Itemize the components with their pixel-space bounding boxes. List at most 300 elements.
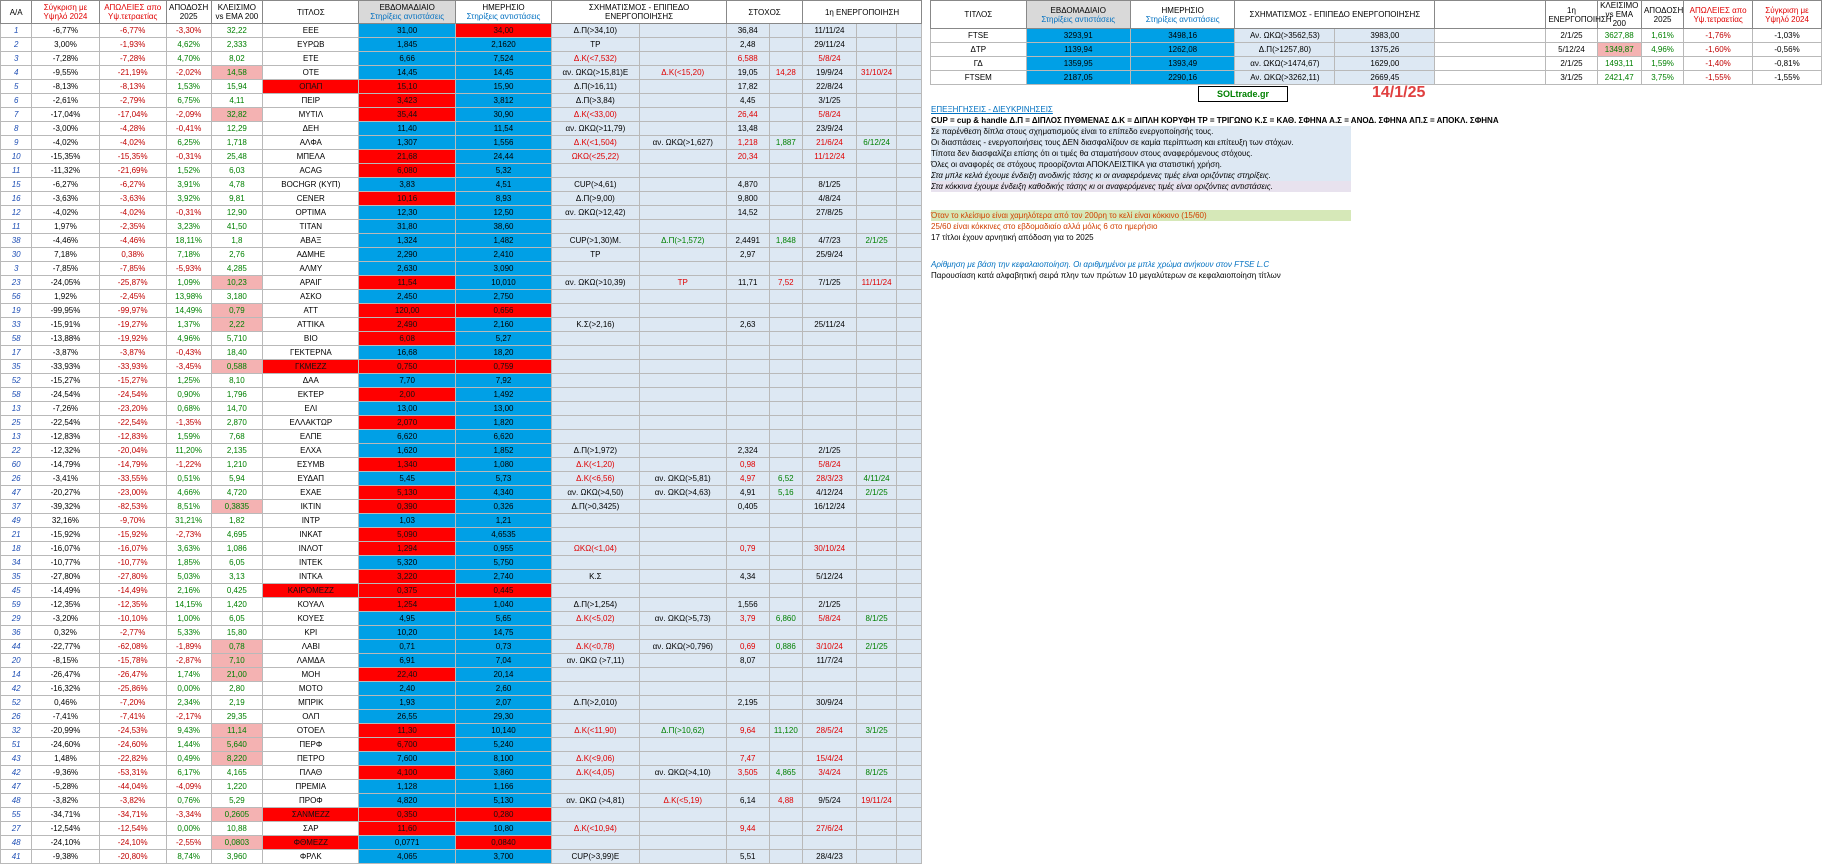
notes-heading: ΕΠΕΞΗΓΗΣΕΙΣ - ΔΙΕΥΚΡΙΝΗΣΕΙΣ	[931, 105, 1053, 114]
cell-target-1: 2,97	[726, 248, 769, 262]
cell-daily: 2,750	[455, 290, 551, 304]
idx-cell-compare-high: -0,56%	[1753, 43, 1822, 57]
cell-pattern-1: Δ.Κ(<33,00)	[552, 108, 639, 122]
cell-title: ΕΥΡΩΒ	[263, 38, 359, 52]
cell-pattern-2: Δ.Κ(<15,20)	[639, 66, 726, 80]
cell-weekly: 1,294	[359, 542, 455, 556]
cell-losses: 0,38%	[99, 248, 166, 262]
cell-pattern-1: αν. ΩΚΩ (>7,11)	[552, 654, 639, 668]
cell-activation-2	[856, 570, 896, 584]
cell-ytd: 3,23%	[166, 220, 211, 234]
cell-compare-high: -16,32%	[32, 682, 99, 696]
cell-weekly: 31,00	[359, 24, 455, 38]
table-row	[1, 668, 922, 682]
cell-compare-high: -24,60%	[32, 738, 99, 752]
note-red-cells: Στα κόκκινα έχουμε ένδειξη καθοδικής τάσης κι οι αναφερόμενες τιμές είναι οριζόντιες αντιστάσεις.	[931, 181, 1351, 192]
cell-compare-high: -5,28%	[32, 780, 99, 794]
cell-pattern-2	[639, 570, 726, 584]
cell-spacer	[897, 66, 922, 80]
cell-compare-high: -22,77%	[32, 640, 99, 654]
cell-aa: 15	[1, 178, 32, 192]
cell-target-2	[769, 570, 803, 584]
cell-activation-2	[856, 430, 896, 444]
cell-target-1: 4,91	[726, 486, 769, 500]
cell-losses: -19,27%	[99, 318, 166, 332]
cell-target-1	[726, 514, 769, 528]
cell-compare-high: -3,63%	[32, 192, 99, 206]
cell-weekly: 0,350	[359, 808, 455, 822]
cell-target-2: 7,52	[769, 276, 803, 290]
cell-ytd: 1,09%	[166, 276, 211, 290]
cell-activation-2	[856, 738, 896, 752]
cell-daily: 30,90	[455, 108, 551, 122]
cell-daily: 0,280	[455, 808, 551, 822]
idx-cell-target: 3983,00	[1335, 29, 1435, 43]
cell-ytd: 1,85%	[166, 556, 211, 570]
cell-title: CENER	[263, 192, 359, 206]
cell-weekly: 2,450	[359, 290, 455, 304]
cell-pattern-1: CUP(>1,30)Μ.	[552, 234, 639, 248]
cell-activation-1	[803, 388, 857, 402]
cell-pattern-2	[639, 542, 726, 556]
cell-aa: 58	[1, 332, 32, 346]
table-row	[1, 430, 922, 444]
cell-weekly: 11,30	[359, 724, 455, 738]
cell-target-2	[769, 430, 803, 444]
cell-daily: 1,21	[455, 514, 551, 528]
idx-cell-weekly: 2187,05	[1026, 71, 1130, 85]
cell-losses: -12,35%	[99, 598, 166, 612]
cell-losses: -15,35%	[99, 150, 166, 164]
table-row	[1, 332, 922, 346]
notes-abbrev: CUP = cup & handle Δ.Π = ΔΙΠΛΟΣ ΠΥΘΜΕΝΑΣ Δ.Κ = ΔΙΠΛΗ ΚΟΡΥΦΗ TP = ΤΡΙΓΩΝΟ Κ.Σ = ΚΑΘ. ΣΦΗΝΑ Α.Σ = ΑΝΟΔ. ΣΦΗΝΑ ΑΠ.Σ = ΑΠΟΚΛ. ΣΦΗΝΑ	[931, 116, 1499, 125]
cell-weekly: 2,00	[359, 388, 455, 402]
cell-activation-2	[856, 500, 896, 514]
cell-pattern-2	[639, 808, 726, 822]
cell-activation-2	[856, 850, 896, 864]
cell-activation-1	[803, 738, 857, 752]
table-row	[1, 724, 922, 738]
cell-target-1: 6,588	[726, 52, 769, 66]
cell-pattern-1: CUP(>3,99)Ε	[552, 850, 639, 864]
cell-daily: 2,410	[455, 248, 551, 262]
cell-ytd: -2,55%	[166, 836, 211, 850]
table-row	[1, 752, 922, 766]
cell-ytd: 6,25%	[166, 136, 211, 150]
cell-close: 0,78	[211, 640, 263, 654]
cell-weekly: 6,08	[359, 332, 455, 346]
cell-pattern-2	[639, 416, 726, 430]
cell-target-2: 11,120	[769, 724, 803, 738]
cell-pattern-2: TP	[639, 276, 726, 290]
cell-target-1: 0,79	[726, 542, 769, 556]
cell-target-2	[769, 528, 803, 542]
table-row	[1, 136, 922, 150]
cell-losses: -2,35%	[99, 220, 166, 234]
cell-activation-2	[856, 206, 896, 220]
cell-losses: -6,27%	[99, 178, 166, 192]
cell-compare-high: -3,82%	[32, 794, 99, 808]
idx-header-title: ΤΙΤΛΟΣ	[931, 1, 1027, 29]
cell-weekly: 6,080	[359, 164, 455, 178]
cell-compare-high: -20,27%	[32, 486, 99, 500]
cell-target-2: 1,848	[769, 234, 803, 248]
cell-compare-high: -9,36%	[32, 766, 99, 780]
cell-weekly: 6,66	[359, 52, 455, 66]
cell-losses: -9,70%	[99, 514, 166, 528]
cell-aa: 13	[1, 402, 32, 416]
cell-activation-2	[856, 668, 896, 682]
cell-target-1	[726, 626, 769, 640]
cell-target-2: 0,886	[769, 640, 803, 654]
cell-pattern-2	[639, 458, 726, 472]
cell-title: ΠΛΑΘ	[263, 766, 359, 780]
table-row	[1, 262, 922, 276]
cell-activation-1	[803, 346, 857, 360]
table-row	[1, 640, 922, 654]
cell-title: ΟΠΑΠ	[263, 80, 359, 94]
cell-spacer	[897, 850, 922, 864]
cell-aa: 16	[1, 192, 32, 206]
cell-weekly: 14,45	[359, 66, 455, 80]
cell-compare-high: -3,20%	[32, 612, 99, 626]
table-row	[1, 696, 922, 710]
cell-ytd: 18,11%	[166, 234, 211, 248]
cell-compare-high: -9,38%	[32, 850, 99, 864]
note-line: Σε παρένθεση δίπλα στους σχηματισμούς είναι το επίπεδο ενεργοποίησής τους.	[931, 126, 1351, 137]
cell-daily: 13,00	[455, 402, 551, 416]
cell-ytd: 8,51%	[166, 500, 211, 514]
cell-weekly: 0,71	[359, 640, 455, 654]
col-header-activation: 1η ΕΝΕΡΓΟΠΟΙΗΣΗ	[803, 1, 922, 24]
cell-pattern-1: Δ.Κ(<4,05)	[552, 766, 639, 780]
cell-daily: 0,326	[455, 500, 551, 514]
cell-pattern-1	[552, 430, 639, 444]
cell-spacer	[897, 416, 922, 430]
cell-target-1: 8,07	[726, 654, 769, 668]
idx-header-losses: ΑΠΩΛΕΙΕΣ απο Υψ.τετραετίας	[1684, 1, 1753, 29]
cell-pattern-1	[552, 332, 639, 346]
cell-weekly: 1,254	[359, 598, 455, 612]
cell-activation-2	[856, 654, 896, 668]
cell-daily: 24,44	[455, 150, 551, 164]
cell-losses: -26,47%	[99, 668, 166, 682]
cell-target-1	[726, 584, 769, 598]
cell-title: ACAG	[263, 164, 359, 178]
cell-target-1	[726, 780, 769, 794]
table-row	[1, 682, 922, 696]
cell-close: 0,2605	[211, 808, 263, 822]
cell-aa: 7	[1, 108, 32, 122]
cell-activation-2	[856, 780, 896, 794]
cell-target-1: 2,48	[726, 38, 769, 52]
cell-target-2	[769, 38, 803, 52]
cell-target-1: 11,71	[726, 276, 769, 290]
cell-pattern-2	[639, 318, 726, 332]
cell-compare-high: -6,27%	[32, 178, 99, 192]
cell-close: 2,333	[211, 38, 263, 52]
cell-daily: 7,04	[455, 654, 551, 668]
cell-weekly: 26,55	[359, 710, 455, 724]
cell-target-1: 2,4491	[726, 234, 769, 248]
cell-target-1	[726, 374, 769, 388]
cell-spacer	[897, 570, 922, 584]
cell-target-1: 9,800	[726, 192, 769, 206]
cell-activation-1	[803, 402, 857, 416]
cell-daily: 3,090	[455, 262, 551, 276]
cell-close: 10,23	[211, 276, 263, 290]
cell-target-2	[769, 206, 803, 220]
cell-losses: -17,04%	[99, 108, 166, 122]
cell-aa: 6	[1, 94, 32, 108]
cell-pattern-2	[639, 780, 726, 794]
note-numbering: Αρίθμηση με βάση την κεφαλαιοποίηση. Οι αριθμημένοι με μπλε χρώμα ανήκουν στον FTSE L.C	[931, 260, 1270, 269]
cell-weekly: 0,750	[359, 360, 455, 374]
cell-close: 25,48	[211, 150, 263, 164]
cell-pattern-1: Δ.Π(>16,11)	[552, 80, 639, 94]
cell-ytd: 1,00%	[166, 612, 211, 626]
cell-activation-2: 6/12/24	[856, 136, 896, 150]
cell-ytd: 0,00%	[166, 822, 211, 836]
col-header-pattern: ΣΧΗΜΑΤΙΣΜΟΣ - ΕΠΙΠΕΔΟ ΕΝΕΡΓΟΠΟΙΗΣΗΣ	[552, 1, 727, 24]
cell-title: BOCHGR (ΚΥΠ)	[263, 178, 359, 192]
idx-cell-losses: -1,40%	[1684, 57, 1753, 71]
cell-activation-2: 19/11/24	[856, 794, 896, 808]
cell-ytd: -5,93%	[166, 262, 211, 276]
cell-compare-high: 1,48%	[32, 752, 99, 766]
cell-losses: -99,97%	[99, 304, 166, 318]
cell-pattern-2	[639, 710, 726, 724]
cell-aa: 3	[1, 52, 32, 66]
cell-target-1	[726, 164, 769, 178]
cell-spacer	[897, 542, 922, 556]
cell-target-1: 4,45	[726, 94, 769, 108]
cell-ytd: 1,59%	[166, 430, 211, 444]
cell-close: 5,710	[211, 332, 263, 346]
table-row	[1, 780, 922, 794]
cell-pattern-2	[639, 346, 726, 360]
idx-cell-ytd: 1,61%	[1641, 29, 1683, 43]
cell-spacer	[897, 276, 922, 290]
cell-activation-1: 27/8/25	[803, 206, 857, 220]
table-row	[1, 738, 922, 752]
cell-losses: -4,02%	[99, 136, 166, 150]
cell-weekly: 11,60	[359, 822, 455, 836]
cell-pattern-2	[639, 220, 726, 234]
cell-activation-1: 5/8/24	[803, 612, 857, 626]
cell-target-2	[769, 80, 803, 94]
cell-activation-1	[803, 780, 857, 794]
cell-close: 1,420	[211, 598, 263, 612]
cell-losses: -1,93%	[99, 38, 166, 52]
cell-ytd: -2,09%	[166, 108, 211, 122]
cell-close: 10,88	[211, 822, 263, 836]
cell-pattern-1: Δ.Π(>3,84)	[552, 94, 639, 108]
cell-pattern-1: CUP(>4,61)	[552, 178, 639, 192]
cell-compare-high: -4,02%	[32, 136, 99, 150]
cell-target-1	[726, 710, 769, 724]
cell-weekly: 5,130	[359, 486, 455, 500]
cell-close: 32,22	[211, 24, 263, 38]
cell-compare-high: -7,85%	[32, 262, 99, 276]
cell-spacer	[897, 486, 922, 500]
cell-target-2	[769, 248, 803, 262]
cell-daily: 1,166	[455, 780, 551, 794]
cell-ytd: 3,63%	[166, 542, 211, 556]
cell-activation-2	[856, 346, 896, 360]
cell-activation-1: 5/8/24	[803, 52, 857, 66]
cell-compare-high: 7,18%	[32, 248, 99, 262]
cell-activation-1	[803, 584, 857, 598]
col-header-daily: ΗΜΕΡΗΣΙΟ Στηρίξεις αντιστάσεις	[455, 1, 551, 24]
cell-compare-high: -4,02%	[32, 206, 99, 220]
cell-losses: -7,41%	[99, 710, 166, 724]
cell-compare-high: -15,27%	[32, 374, 99, 388]
cell-target-2	[769, 94, 803, 108]
cell-ytd: 4,70%	[166, 52, 211, 66]
idx-cell-close: 1493,11	[1597, 57, 1641, 71]
cell-daily: 1,492	[455, 388, 551, 402]
cell-losses: -2,79%	[99, 94, 166, 108]
cell-target-2	[769, 682, 803, 696]
index-table	[930, 0, 1822, 85]
cell-losses: -24,54%	[99, 388, 166, 402]
cell-daily: 5,73	[455, 472, 551, 486]
cell-daily: 5,27	[455, 332, 551, 346]
note-ema: Όταν το κλείσιμο είναι χαμηλότερα από τον 200ρη το κελί είναι κόκκινο (15/60)	[931, 210, 1351, 221]
cell-ytd: -3,45%	[166, 360, 211, 374]
cell-aa: 48	[1, 794, 32, 808]
cell-activation-1: 22/8/24	[803, 80, 857, 94]
cell-title: ΙΝΤΡ	[263, 514, 359, 528]
cell-pattern-2	[639, 752, 726, 766]
cell-daily: 0,73	[455, 640, 551, 654]
table-row	[1, 486, 922, 500]
cell-spacer	[897, 108, 922, 122]
cell-target-1	[726, 682, 769, 696]
cell-ytd: 31,21%	[166, 514, 211, 528]
cell-close: 2,80	[211, 682, 263, 696]
cell-activation-1: 11/11/24	[803, 24, 857, 38]
cell-spacer	[897, 696, 922, 710]
cell-activation-1: 28/3/23	[803, 472, 857, 486]
cell-close: 15,94	[211, 80, 263, 94]
cell-activation-1	[803, 332, 857, 346]
idx-header-daily: ΗΜΕΡΗΣΙΟ Στηρίξεις αντιστάσεις	[1130, 1, 1234, 29]
cell-losses: -25,87%	[99, 276, 166, 290]
cell-title: ΚΟΥΑΛ	[263, 598, 359, 612]
cell-daily: 0,0840	[455, 836, 551, 850]
cell-title: ΔΕΗ	[263, 122, 359, 136]
cell-target-1: 26,44	[726, 108, 769, 122]
cell-activation-1: 28/5/24	[803, 724, 857, 738]
idx-cell-close: 1349,87	[1597, 43, 1641, 57]
cell-close: 4,720	[211, 486, 263, 500]
cell-activation-2	[856, 220, 896, 234]
cell-target-1	[726, 220, 769, 234]
cell-ytd: -1,89%	[166, 640, 211, 654]
cell-daily: 1,820	[455, 416, 551, 430]
cell-target-1: 4,870	[726, 178, 769, 192]
cell-close: 4,165	[211, 766, 263, 780]
cell-target-1: 3,79	[726, 612, 769, 626]
cell-weekly: 15,10	[359, 80, 455, 94]
cell-losses: -7,20%	[99, 696, 166, 710]
note-line: Οι διασπάσεις - ενεργοποιήσεις τους ΔΕΝ διασφαλίζουν σε καμία περίπτωση και επίτευξη των στόχων.	[931, 137, 1351, 148]
cell-pattern-1: Δ.Π(>0,3425)	[552, 500, 639, 514]
cell-daily: 12,50	[455, 206, 551, 220]
cell-compare-high: 0,32%	[32, 626, 99, 640]
cell-weekly: 4,95	[359, 612, 455, 626]
cell-pattern-2	[639, 38, 726, 52]
cell-activation-2: 3/1/25	[856, 724, 896, 738]
cell-compare-high: -15,91%	[32, 318, 99, 332]
cell-activation-2	[856, 822, 896, 836]
cell-title: ΟΡΤΙΜΑ	[263, 206, 359, 220]
cell-close: 7,68	[211, 430, 263, 444]
cell-title: ΕΛΧΑ	[263, 444, 359, 458]
cell-target-1	[726, 332, 769, 346]
cell-activation-1	[803, 360, 857, 374]
cell-pattern-1: αν. ΩΚΩ(>15,81)Ε	[552, 66, 639, 80]
cell-pattern-2	[639, 626, 726, 640]
cell-pattern-2	[639, 360, 726, 374]
cell-losses: -10,10%	[99, 612, 166, 626]
cell-activation-1: 28/4/23	[803, 850, 857, 864]
cell-losses: -19,92%	[99, 332, 166, 346]
cell-activation-2	[856, 360, 896, 374]
cell-losses: -33,55%	[99, 472, 166, 486]
cell-target-2	[769, 808, 803, 822]
cell-losses: -14,49%	[99, 584, 166, 598]
cell-weekly: 1,845	[359, 38, 455, 52]
col-header-aa: Α/Α	[1, 1, 32, 24]
cell-target-2	[769, 402, 803, 416]
cell-weekly: 0,0771	[359, 836, 455, 850]
cell-pattern-1: αν. ΩΚΩ(>11,79)	[552, 122, 639, 136]
cell-activation-2	[856, 444, 896, 458]
cell-title: ΑΛΜΥ	[263, 262, 359, 276]
cell-daily: 6,620	[455, 430, 551, 444]
table-row	[1, 108, 922, 122]
report-date: 14/1/25	[1372, 84, 1426, 101]
cell-daily: 10,140	[455, 724, 551, 738]
cell-title: ΛΑΜΔΑ	[263, 654, 359, 668]
cell-pattern-2	[639, 738, 726, 752]
cell-spacer	[897, 500, 922, 514]
cell-daily: 0,656	[455, 304, 551, 318]
cell-title: ΕΛΠΕ	[263, 430, 359, 444]
note-line: Τίποτα δεν διασφαλίζει επίσης ότι οι τιμές θα σταματήσουν στους αναφερόμενους στόχους.	[931, 148, 1351, 159]
cell-compare-high: -13,88%	[32, 332, 99, 346]
cell-compare-high: -3,00%	[32, 122, 99, 136]
cell-target-2	[769, 444, 803, 458]
cell-aa: 44	[1, 640, 32, 654]
cell-weekly: 3,220	[359, 570, 455, 584]
cell-close: 0,3835	[211, 500, 263, 514]
cell-activation-2: 8/1/25	[856, 612, 896, 626]
cell-title: ΑΤΤΙΚΑ	[263, 318, 359, 332]
cell-title: ΤΙΤΑΝ	[263, 220, 359, 234]
cell-spacer	[897, 332, 922, 346]
cell-ytd: 1,44%	[166, 738, 211, 752]
cell-daily: 4,6535	[455, 528, 551, 542]
cell-target-1: 2,324	[726, 444, 769, 458]
cell-spacer	[897, 94, 922, 108]
cell-spacer	[897, 360, 922, 374]
cell-losses: -3,82%	[99, 794, 166, 808]
table-row	[1, 584, 922, 598]
